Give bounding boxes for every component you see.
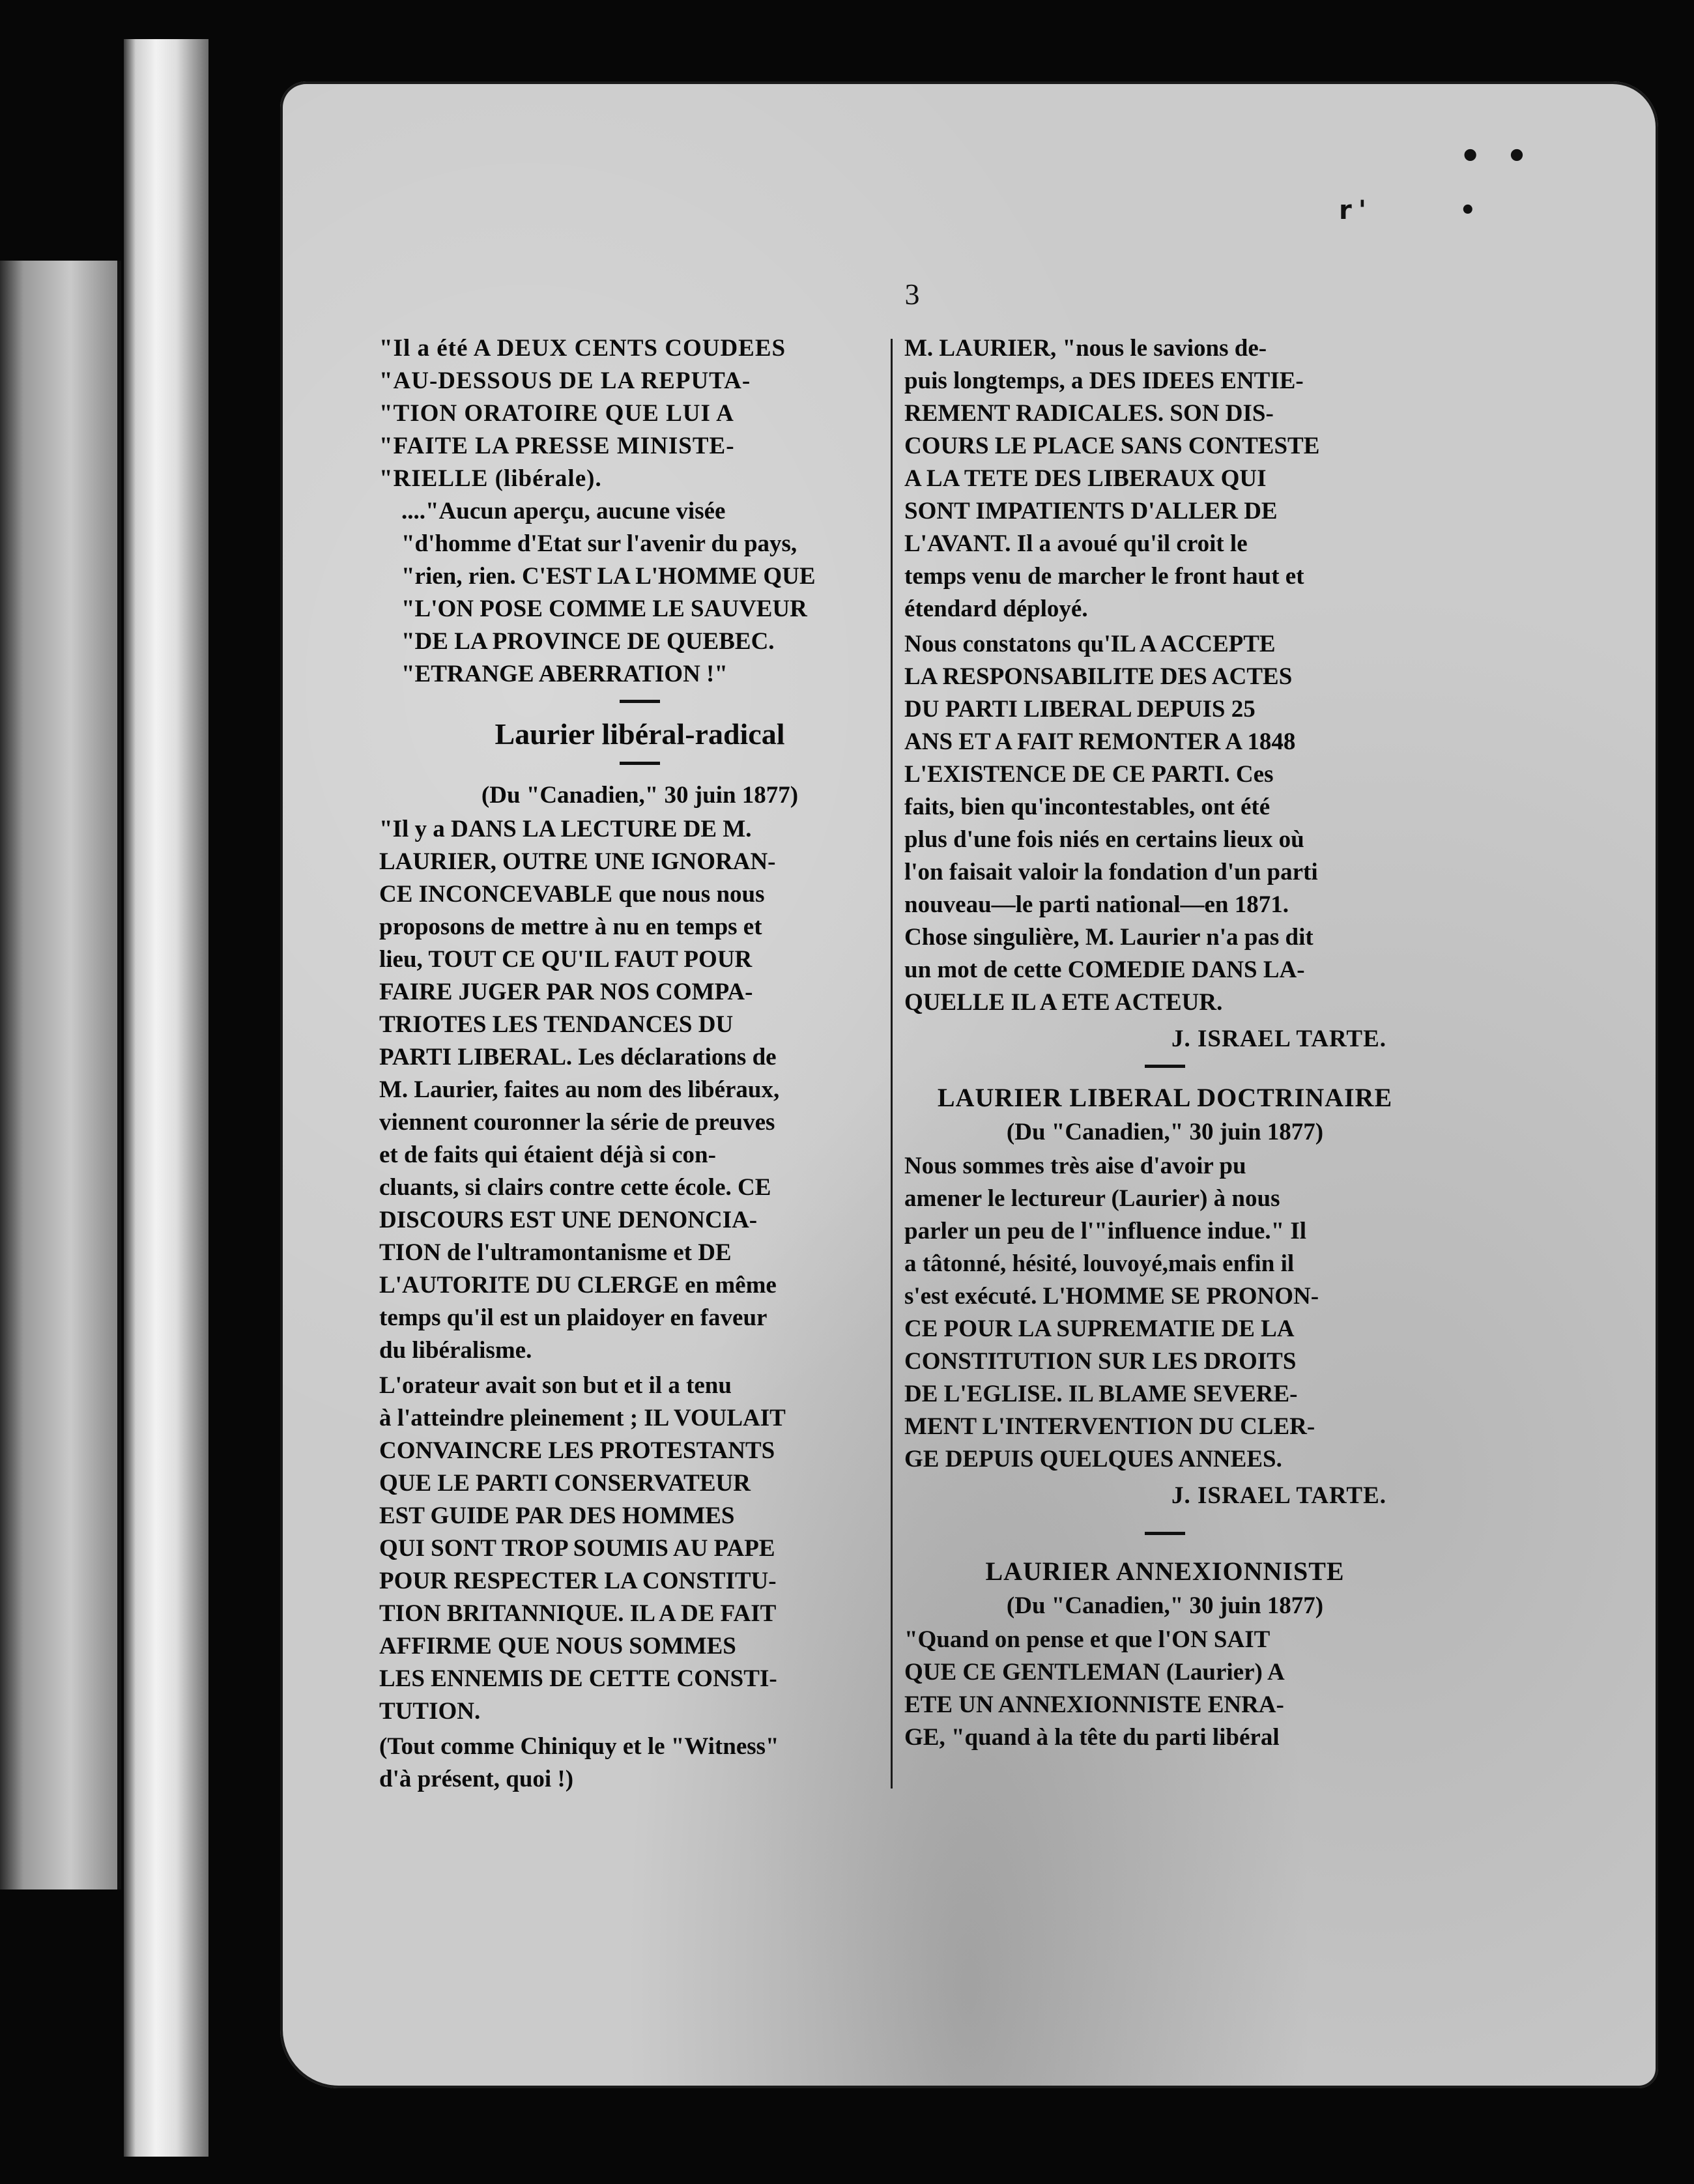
right-paragraph-4: "Quand on pense et que l'ON SAIT QUE CE GENTLEMAN (Laurier) A ETE UN ANNEXIONNISTE ENRA- GE, "quand à la tête du parti libéral: [904, 1626, 1285, 1751]
body-paragraph-2: L'orateur avait son but et il a tenu à l'atteindre pleinement ; IL VOULAIT CONVAINCRE LES PROTESTANTS QUE LE PARTI CONSERVATEUR EST GUIDE PAR DES HOMMES QUI SONT TROP SOUMIS AU PAPE POUR RESPECTER LA CONSTITU- TION BRITANNIQUE. IL A DE FAIT AFFIRME QUE NOUS SOMMES LES ENNEMIS DE CETTE CONSTI- TUTION.: [379, 1372, 786, 1725]
adjacent-page-edge: [0, 261, 121, 1889]
right-column: [904, 332, 1426, 1754]
section-title-radical: Laurier libéral-radical: [495, 717, 785, 751]
section-title-doctrinaire: LAURIER LIBERAL DOCTRINAIRE: [937, 1083, 1393, 1112]
right-paragraph-3: Nous sommes très aise d'avoir pu amener le lectureur (Laurier) à nous parler un peu de l'"influence indue." Il a tâtonné, hésité, louvoyé,mais enfin il s'est exécuté. L'HOMME SE PRONON- CE POUR LA SUPREMATIE DE LA CONSTITUTION SUR LES DROITS DE L'EGLISE. IL BLAME SEVERE- MENT L'INTERVENTION DU CLER- GE DEPUIS QUELQUES ANNEES.: [904, 1153, 1319, 1473]
intro-quote: "Il a été A DEUX CENTS COUDEES "AU-DESSOUS DE LA REPUTA- "TION ORATOIRE QUE LUI A "FAITE LA PRESSE MINISTE- "RIELLE (libérale).: [379, 335, 786, 492]
right-paragraph-1: M. LAURIER, "nous le savions de- puis longtemps, a DES IDEES ENTIE- REMENT RADICALES. SON DIS- COURS LE PLACE SANS CONTESTE A LA TETE DES LIBERAUX QUI SONT IMPATIENTS D'ALLER DE L'AVANT. Il a avoué qu'il croit le temps venu de marcher le front haut et étendard déployé.: [904, 335, 1320, 622]
margin-mark-mid-left: r': [1339, 195, 1373, 225]
margin-mark-mid-right: •: [1459, 195, 1483, 225]
section-divider: [1145, 1532, 1185, 1535]
section-divider: [1145, 1065, 1185, 1068]
section-source: (Du "Canadien," 30 juin 1877): [1006, 1592, 1324, 1619]
film-edge-strip: [124, 39, 208, 2157]
signature: J. ISRAEL TARTE.: [1171, 1482, 1386, 1509]
page-number: 3: [904, 278, 920, 311]
margin-mark-top-right: • •: [1459, 137, 1534, 176]
left-column: [379, 332, 900, 1796]
section-source: (Du "Canadien," 30 juin 1877): [1006, 1119, 1324, 1145]
body-paragraph-3: (Tout comme Chiniquy et le "Witness" d'à présent, quoi !): [379, 1733, 779, 1792]
section-title-annexionniste: LAURIER ANNEXIONNISTE: [985, 1557, 1345, 1586]
section-source: (Du "Canadien," 30 juin 1877): [481, 782, 799, 809]
signature: J. ISRAEL TARTE.: [1171, 1026, 1386, 1052]
section-divider: [620, 700, 660, 703]
section-divider: [620, 762, 660, 765]
intro-quote-continued: ...."Aucun aperçu, aucune visée "d'homme d'Etat sur l'avenir du pays, "rien, rien. C'EST LA L'HOMME QUE "L'ON POSE COMME LE SAUVEUR "DE LA PROVINCE DE QUEBEC. "ETRANGE ABERRATION !": [401, 498, 816, 687]
right-paragraph-2: Nous constatons qu'IL A ACCEPTE LA RESPONSABILITE DES ACTES DU PARTI LIBERAL DEPUIS 25 ANS ET A FAIT REMONTER A 1848 L'EXISTENCE DE CE PARTI. Ces faits, bien qu'incontestables, ont été plus d'une fois niés en certains lieux où l'on faisait valoir la fondation d'un parti nouveau—le parti national—en 1871. Chose singulière, M. Laurier n'a pas dit un mot de cette COMEDIE DANS LA- QUELLE IL A ETE ACTEUR.: [904, 631, 1318, 1016]
body-paragraph-1: "Il y a DANS LA LECTURE DE M. LAURIER, OUTRE UNE IGNORAN- CE INCONCEVABLE que nous nous proposons de mettre à nu en temps et lieu, TOUT CE QU'IL FAUT POUR FAIRE JUGER PAR NOS COMPA- TRIOTES LES TENDANCES DU PARTI LIBERAL. Les déclarations de M. Laurier, faites au nom des libéraux, viennent couronner la série de preuves et de faits qui étaient déjà si con- cluants, si clairs contre cette école. CE DISCOURS EST UNE DENONCIA- TION de l'ultramontanisme et DE L'AUTORITE DU CLERGE en même temps qu'il est un plaidoyer en faveur du libéralisme.: [379, 816, 780, 1364]
